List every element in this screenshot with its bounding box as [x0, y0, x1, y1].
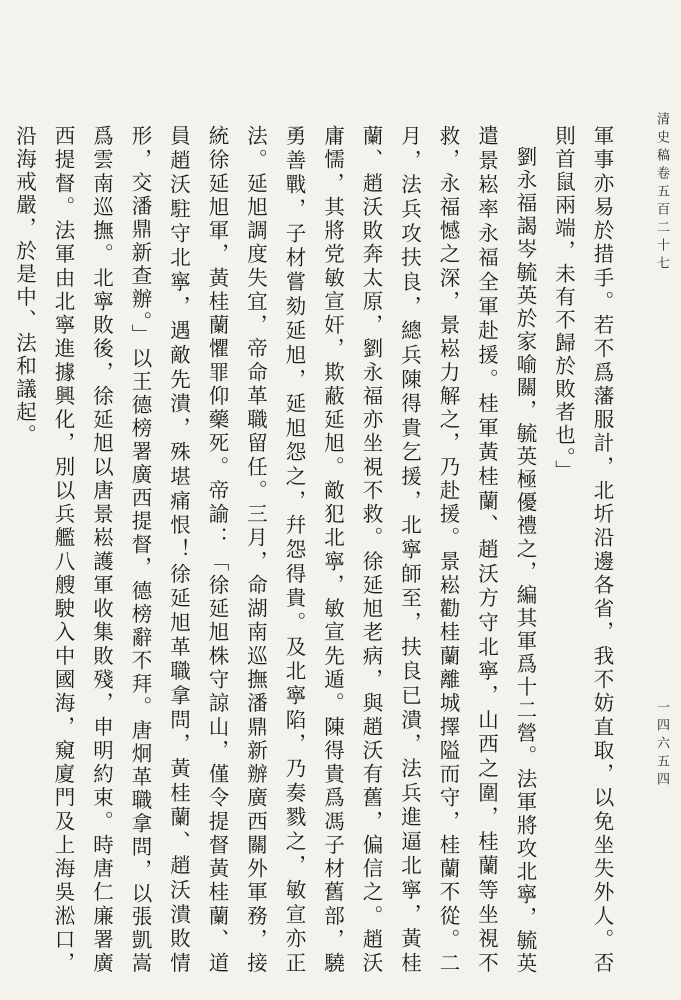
page-number: 一四六五四 — [654, 700, 669, 790]
paragraph: 劉永福謁岑毓英於家喻關，毓英極優禮之，編其軍爲十二營。法軍將攻北寧，毓英遣景崧率永福全軍赴援。桂軍黃桂蘭、趙沃方守北寧，山西之圍，桂蘭等坐視不救，永福憾之深，景崧力解之，乃赴援。景崧勸桂蘭離城擇隘而守，桂蘭不從。二月，法兵攻扶良，總兵陳得貴乞援，北寧師至，扶良已潰，法兵進逼北寧，黃桂蘭、趙沃敗奔太原，劉永福亦坐視不救。徐延旭老病，與趙沃有舊，偏信之。趙沃庸懦，其將党敏宣奸，欺蔽延旭。敵犯北寧，敏宣先遁。陳得貴爲馮子材舊部，驍勇善戰，子材嘗劾延旭，延旭怨之，幷怨得貴。及北寧陷，乃奏戮之，敏宣亦正法。延旭調度失宜，帝命革職留任。三月，命湖南巡撫潘鼎新辦廣西關外軍務，接統徐延旭軍，黃桂蘭懼罪仰藥死。帝諭：「徐延旭株守諒山，僅令提督黃桂蘭、道員趙沃駐守北寧，遇敵先潰，殊堪痛恨！徐延旭革職拿問，黃桂蘭、趙沃潰敗情形，交潘鼎新查辦。」以王德榜署廣西提督，德榜辭不拜。唐炯革職拿問，以張凱嵩爲雲南巡撫。北寧敗後，徐延旭以唐景崧護軍收集敗殘，申明約束。時唐仁廉署廣西提督。法軍由北寧進據興化，別以兵艦八艘駛入中國海，窺廈門及上海吳淞口，沿海戒嚴，於是中、法和議起。 — [12, 125, 537, 975]
paragraph: 軍事亦易於措手。若不爲藩服計，北圻沿邊各省，我不妨直取，以免坐失外人。否則首鼠兩端，未有不歸於敗者也。」 — [551, 125, 614, 975]
running-header: 清史稿卷五百二十七 — [654, 112, 669, 274]
body-text — [12, 125, 621, 975]
